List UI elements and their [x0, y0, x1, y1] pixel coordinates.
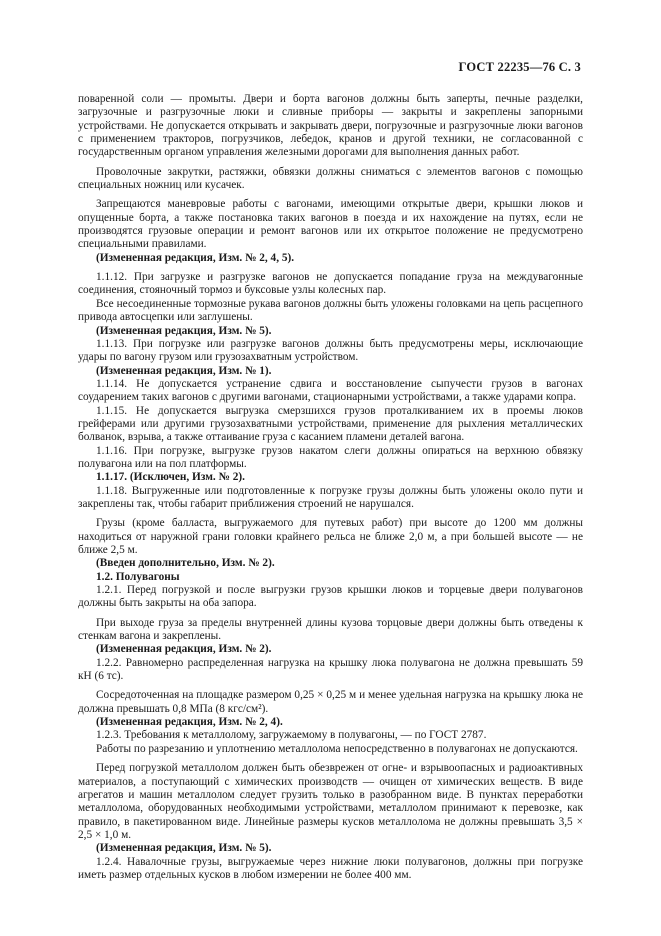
- amendment-note: (Измененная редакция, Изм. № 5).: [96, 842, 272, 855]
- paragraph: 1.1.12. При загрузке и разгрузке вагонов не допускается попадание груза на междувагонные соединения, стояночный тормоз и буксовые узлы колесных пар.: [78, 271, 583, 297]
- page-header: ГОСТ 22235—76 С. 3: [458, 60, 581, 74]
- paragraph: 1.1.14. Не допускается устранение сдвига и восстановление сыпучести грузов в вагонах соударением таких вагонов с другими вагонами, стационарными устройствами, а также ударами копра.: [78, 377, 583, 404]
- paragraph: 1.2.2. Равномерно распределенная нагрузка на крышку люка полувагона не должна превышать 59 кН (6 тс).: [78, 656, 583, 683]
- paragraph: Грузы (кроме балласта, выгружаемого для путевых работ) при высоте до 1200 мм должны находиться от наружной грани головки крайнего рельса не ближе 2,0 м, а при большей высоте — не ближе 2,5 м.: [78, 517, 583, 556]
- amendment-note: (Измененная редакция, Изм. № 1).: [96, 364, 272, 377]
- amendment-note: 1.1.17. (Исключен, Изм. № 2).: [96, 471, 245, 484]
- paragraph: Работы по разрезанию и уплотнению металлолома непосредственно в полувагонах не допускаются.: [96, 742, 578, 755]
- paragraph: 1.1.18. Выгруженные или подготовленные к погрузке грузы должны быть уложены около пути и закреплены так, чтобы габарит приближения строений не нарушался.: [78, 484, 583, 510]
- paragraph: 1.1.15. Не допускается выгрузка смерзшихся грузов проталкиванием их в проемы люков грейферами или другими грузозахватными устройствами, применение для рыхления металлических болванок, взрыва, а также оттаивание груза с касанием пламени деталей вагона.: [78, 404, 583, 444]
- paragraph: 1.1.16. При погрузке, выгрузке грузов накатом слеги должны опираться на верхнюю обвязку полувагона или на пол платформы.: [78, 444, 583, 470]
- amendment-note: (Измененная редакция, Изм. № 2).: [96, 643, 272, 656]
- amendment-note: (Измененная редакция, Изм. № 5).: [96, 324, 272, 337]
- amendment-note: (Введен дополнительно, Изм. № 2).: [96, 557, 275, 570]
- document-body: [78, 93, 583, 882]
- amendment-note: 1.2. Полувагоны: [96, 570, 180, 583]
- amendment-note: (Измененная редакция, Изм. № 2, 4).: [96, 716, 283, 729]
- amendment-note: (Измененная редакция, Изм. № 2, 4, 5).: [96, 251, 295, 264]
- paragraph: 1.1.13. При погрузке или разгрузке вагонов должны быть предусмотрены меры, исключающие удары по вагону грузом или грузозахватным устройством.: [78, 337, 583, 364]
- paragraph: 1.2.4. Навалочные грузы, выгружаемые через нижние люки полувагонов, должны при погрузке иметь размер отдельных кусков в любом измерении не более 400 мм.: [78, 855, 583, 881]
- paragraph: Все несоединенные тормозные рукава вагонов должны быть уложены головками на цепь расцепного привода автосцепки или заглушены.: [78, 297, 583, 324]
- paragraph: 1.2.3. Требования к металлолому, загружаемому в полувагоны, — по ГОСТ 2787.: [96, 729, 487, 742]
- paragraph: Проволочные закрутки, растяжки, обвязки должны сниматься с элементов вагонов с помощью специальных ножниц или кусачек.: [78, 165, 583, 192]
- paragraph: При выходе груза за пределы внутренней длины кузова торцовые двери должны быть отведены к стенкам вагона и закреплены.: [78, 616, 583, 643]
- paragraph: поваренной соли — промыты. Двери и борта вагонов должны быть заперты, печные разделки, загрузочные и разгрузочные люки и сливные приборы — закрыты и закреплены запорными устройствами. Не допускается открывать и закрывать двери, погрузочные и разгрузочные люки вагонов с применением тракторов, погрузчиков, лебедок, кранов и другой техники, не согласованной с государственным органом управления железными дорогами для выполнения данных работ.: [78, 93, 583, 159]
- paragraph: Запрещаются маневровые работы с вагонами, имеющими открытые двери, крышки люков и опущенные борта, а также постановка таких вагонов в поезда и их нахождение на путях, если не производятся грузовые операции и ремонт вагонов или их открытое положение не предусмотрено специальными правилами.: [78, 198, 583, 251]
- paragraph: Перед погрузкой металлолом должен быть обезврежен от огне- и взрывоопасных и радиоактивных материалов, а поступающий с химических производств — очищен от химических веществ. В виде агрегатов и машин металлолом следует грузить только в разобранном виде. В пунктах переработки металлолома, оборудованных необходимыми устройствами, металлолом принимают к перевозке, как правило, в пакетированном виде. Линейные размеры кусков металлолома не должны превышать 3,5 × 2,5 × 1,0 м.: [78, 762, 583, 841]
- paragraph: Сосредоточенная на площадке размером 0,25 × 0,25 м и менее удельная нагрузка на крышку люка не должна превышать 0,8 МПа (8 кгс/см²).: [78, 689, 583, 715]
- paragraph: 1.2.1. Перед погрузкой и после выгрузки грузов крышки люков и торцевые двери полувагонов должны быть закрыты на оба запора.: [78, 584, 583, 610]
